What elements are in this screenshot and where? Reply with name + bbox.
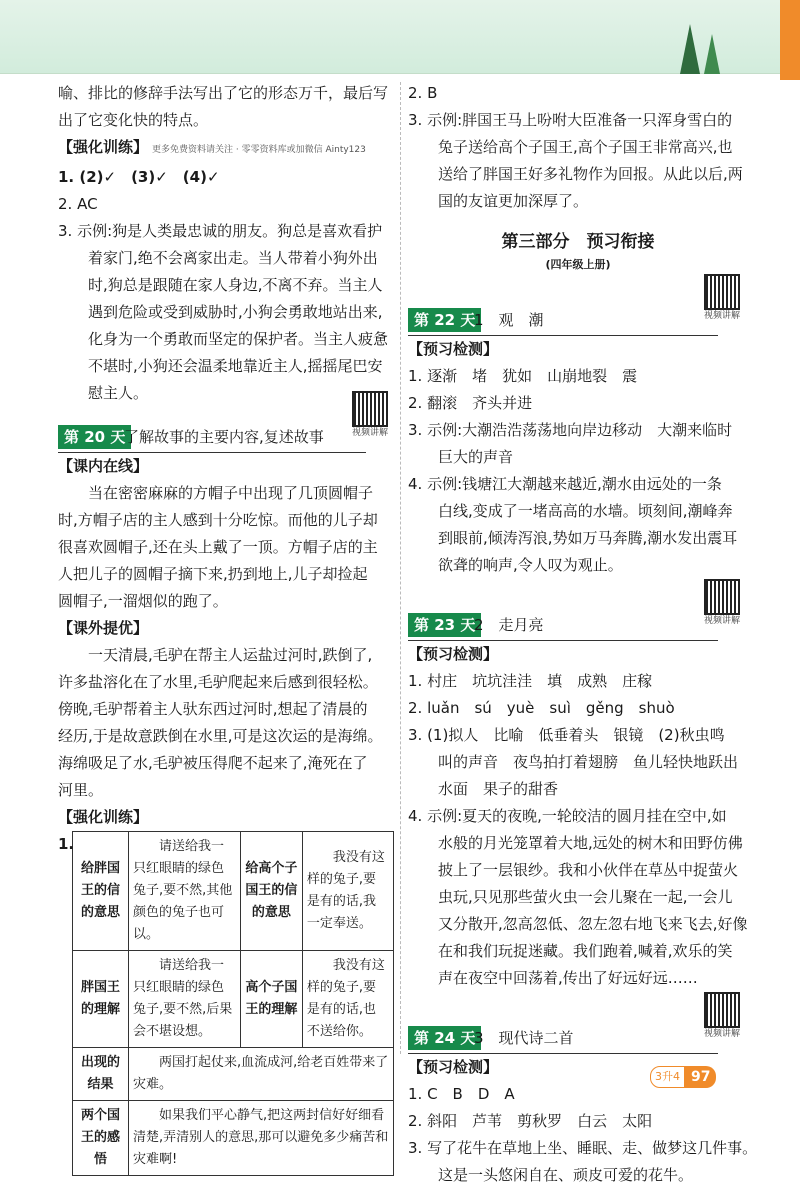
day-23-header [408,609,748,639]
intro-line: 喻、排比的修辞手法写出了它的形态万千，最后写 [58,84,389,102]
section-heading: 【预习检测】 [408,645,499,663]
answer-line: 又分散开,忽高忽低、忽左忽右地飞来飞去,好像 [438,915,748,933]
table-row [73,1048,394,1101]
day-badge: 第 20 天 [58,425,131,449]
qr-code-icon [704,992,740,1028]
answer-line: 2. 斜阳 芦苇 剪秋罗 白云 太阳 [408,1112,653,1130]
table-header-cell: 两个国王的感悟 [73,1101,129,1176]
paragraph-line: 一天清晨,毛驴在帮主人运盐过河时,跌倒了, [88,646,373,664]
table-cell: 请送给我一只红眼睛的绿色兔子,要不然,后果会不堪设想。 [129,951,241,1048]
day-badge: 第 24 天 [408,1026,481,1050]
answer-line: 国的友谊更加深厚了。 [438,192,589,210]
answer-line: 3. (1)拟人 比喻 低垂着头 银镜 (2)秋虫鸣 [408,726,725,744]
header-band [0,0,800,74]
paragraph-line: 经历,于是故意跌倒在水里,可是这次运的是海绵。 [58,727,383,745]
intro-line: 出了它变化快的特点。 [58,111,209,129]
part-subtitle: (四年级上册) [545,258,611,271]
table-header-cell: 给胖国王的信的意思 [73,832,129,951]
qr-code[interactable] [696,992,748,1040]
table-number: 1. [58,835,75,853]
section-heading: 【课内在线】 [58,457,149,475]
day-underline [58,452,366,453]
day-22-header [408,304,748,334]
answer-line: 水般的月光笼罩着大地,远处的树木和田野仿佛 [438,834,743,852]
section-heading: 【强化训练】 [58,808,149,826]
answer-line: 3. 写了花牛在草地上坐、睡眠、走、做梦这几件事。 [408,1139,758,1157]
answer-line: 巨大的声音 [438,448,514,466]
answer-table-wrap [58,831,396,1176]
day-title: 1 观 潮 [474,311,544,329]
day-title: 了解故事的主要内容,复述故事 [124,428,324,446]
answer-line: 这是一头悠闲自在、顽皮可爱的花牛。 [438,1166,694,1184]
day-20-header [58,421,396,451]
answer-line: 着家门,绝不会离家出走。当人带着小狗外出 [88,249,378,267]
qr-code[interactable] [696,579,748,627]
paragraph-line: 许多盐溶化在了水里,毛驴爬起来后感到很轻松。 [58,673,378,691]
edge-tab [780,0,800,80]
table-header-cell: 高个子国王的理解 [240,951,302,1048]
day-title: 2 走月亮 [474,616,544,634]
answer-line: 4. 示例:夏天的夜晚,一轮皎洁的圆月挂在空中,如 [408,807,727,825]
answer-line: 兔子送给高个子国王,高个子国王非常高兴,也 [438,138,733,156]
answer-line: 化身为一个勇敢而坚定的保护者。当主人疲惫 [88,330,389,348]
qr-label: 视频讲解 [703,311,740,321]
paragraph-line: 傍晚,毛驴帮着主人驮东西过河时,想起了清晨的 [58,700,368,718]
qr-code[interactable] [344,391,396,439]
paragraph-line: 当在密密麻麻的方帽子中出现了几顶圆帽子 [88,484,374,502]
answer-line: 3. 示例:狗是人类最忠诚的朋友。狗总是喜欢看护 [58,222,383,240]
day-underline [408,335,718,336]
answer-line: 慰主人。 [88,384,149,402]
qr-code-icon [352,391,388,427]
answer-line: 1. 逐渐 堵 犹如 山崩地裂 震 [408,367,638,385]
paragraph-line: 时,方帽子店的主人感到十分吃惊。而他的儿子却 [58,511,378,529]
answer-line: 2. B [408,84,438,102]
answer-line: 欲聋的响声,令人叹为观止。 [438,556,623,574]
day-underline [408,1053,718,1054]
paragraph-line: 河里。 [58,781,104,799]
answer-line: 3. 示例:大潮浩浩荡荡地向岸边移动 大潮来临时 [408,421,733,439]
left-column [58,80,396,1176]
answer-line: 披上了一层银纱。我和小伙伴在草丛中捉萤火 [438,861,739,879]
qr-label: 视频讲解 [703,1029,740,1039]
answer-line: 2. luǎn sú yuè suì gěng shuò [408,699,675,717]
day-badge: 第 23 天 [408,613,481,637]
table-row [73,1101,394,1176]
answer-line: 3. 示例:胖国王马上吩咐大臣准备一只浑身雪白的 [408,111,733,129]
table-cell: 请送给我一只红眼睛的绿色兔子,要不然,其他颜色的兔子也可以。 [129,832,241,951]
answer-line: 遇到危险或受到威胁时,小狗会勇敢地站出来, [88,303,383,321]
page-number: 97 [685,1066,716,1088]
table-cell: 两国打起仗来,血流成河,给老百姓带来了灾难。 [129,1048,394,1101]
section-heading: 【预习检测】 [408,1058,499,1076]
day-title: 3 现代诗二首 [474,1029,574,1047]
day-24-header [408,1022,748,1052]
paragraph-line: 海绵吸足了水,毛驴被压得爬不起来了,淹死在了 [58,754,368,772]
section-heading: 【课外提优】 [58,619,149,637]
answer-line: 在和我们玩捉迷藏。我们跑着,喊着,欢乐的笑 [438,942,733,960]
table-header-cell: 给高个子国王的信的意思 [240,832,302,951]
page-number-badge [650,1066,716,1088]
qr-code-icon [704,274,740,310]
paragraph-line: 人把儿子的圆帽子摘下来,扔到地上,儿子却捡起 [58,565,368,583]
table-cell: 如果我们平心静气,把这两封信好好细看清楚,弄清别人的意思,那可以避免多少痛苦和灾难啊! [129,1101,394,1176]
answer-line: 时,狗总是跟随在家人身边,不离不弃。当主人 [88,276,383,294]
part-title: 第三部分 预习衔接 [501,232,655,252]
answer-line: 叫的声音 夜鸟拍打着翅膀 鱼儿轻快地跃出 [438,753,739,771]
answer-line: 1. 村庄 坑坑洼洼 填 成熟 庄稼 [408,672,653,690]
answer-line: 声在夜空中回荡着,传出了好远好远…… [438,969,698,987]
column-divider [400,82,401,1054]
answer-line: 4. 示例:钱塘江大潮越来越近,潮水由远处的一条 [408,475,722,493]
table-cell: 我没有这样的兔子,要是有的话,也不送给你。 [302,951,393,1048]
qr-label: 视频讲解 [703,616,740,626]
table-header-cell: 出现的结果 [73,1048,129,1101]
tree-decoration-icon [678,24,738,74]
table-cell: 我没有这样的兔子,要是有的话,我一定奉送。 [302,832,393,951]
qr-code[interactable] [696,274,748,322]
section-heading: 【强化训练】 更多免费资料请关注 · 零零资料库或加微信 Ainty123 [58,138,366,156]
answer-line: 水面 果子的甜香 [438,780,559,798]
table-header-cell: 胖国王的理解 [73,951,129,1048]
day-underline [408,640,718,641]
answer-line: 2. AC [58,195,98,213]
answer-line: 白线,变成了一堵高高的水墙。顷刻间,潮峰奔 [438,502,733,520]
paragraph-line: 很喜欢圆帽子,还在头上戴了一顶。方帽子店的主 [58,538,378,556]
answer-line: 到眼前,倾涛泻浪,势如万马奔腾,潮水发出震耳 [438,529,738,547]
paragraph-line: 圆帽子,一溜烟似的跑了。 [58,592,228,610]
right-column [408,80,758,1189]
answer-line: 虫玩,只见那些萤火虫一会儿聚在一起,一会儿 [438,888,733,906]
answer-table [72,831,394,1176]
qr-code-icon [704,579,740,615]
grade-label: 3升4 [650,1066,685,1088]
answer-line: 不堪时,小狗还会温柔地靠近主人,摇摇尾巴安 [88,357,383,375]
promo-note: 更多免费资料请关注 · 零零资料库或加微信 Ainty123 [152,145,366,155]
table-row [73,832,394,951]
answer-line: 送给了胖国王好多礼物作为回报。从此以后,两 [438,165,743,183]
day-badge: 第 22 天 [408,308,481,332]
answer-line: 1. C B D A [408,1085,515,1103]
section-heading: 【预习检测】 [408,340,499,358]
answer-line: 2. 翻滚 齐头并进 [408,394,533,412]
qr-label: 视频讲解 [351,428,388,438]
table-row [73,951,394,1048]
answer-line: 1. (2)✓ (3)✓ (4)✓ [58,168,220,186]
